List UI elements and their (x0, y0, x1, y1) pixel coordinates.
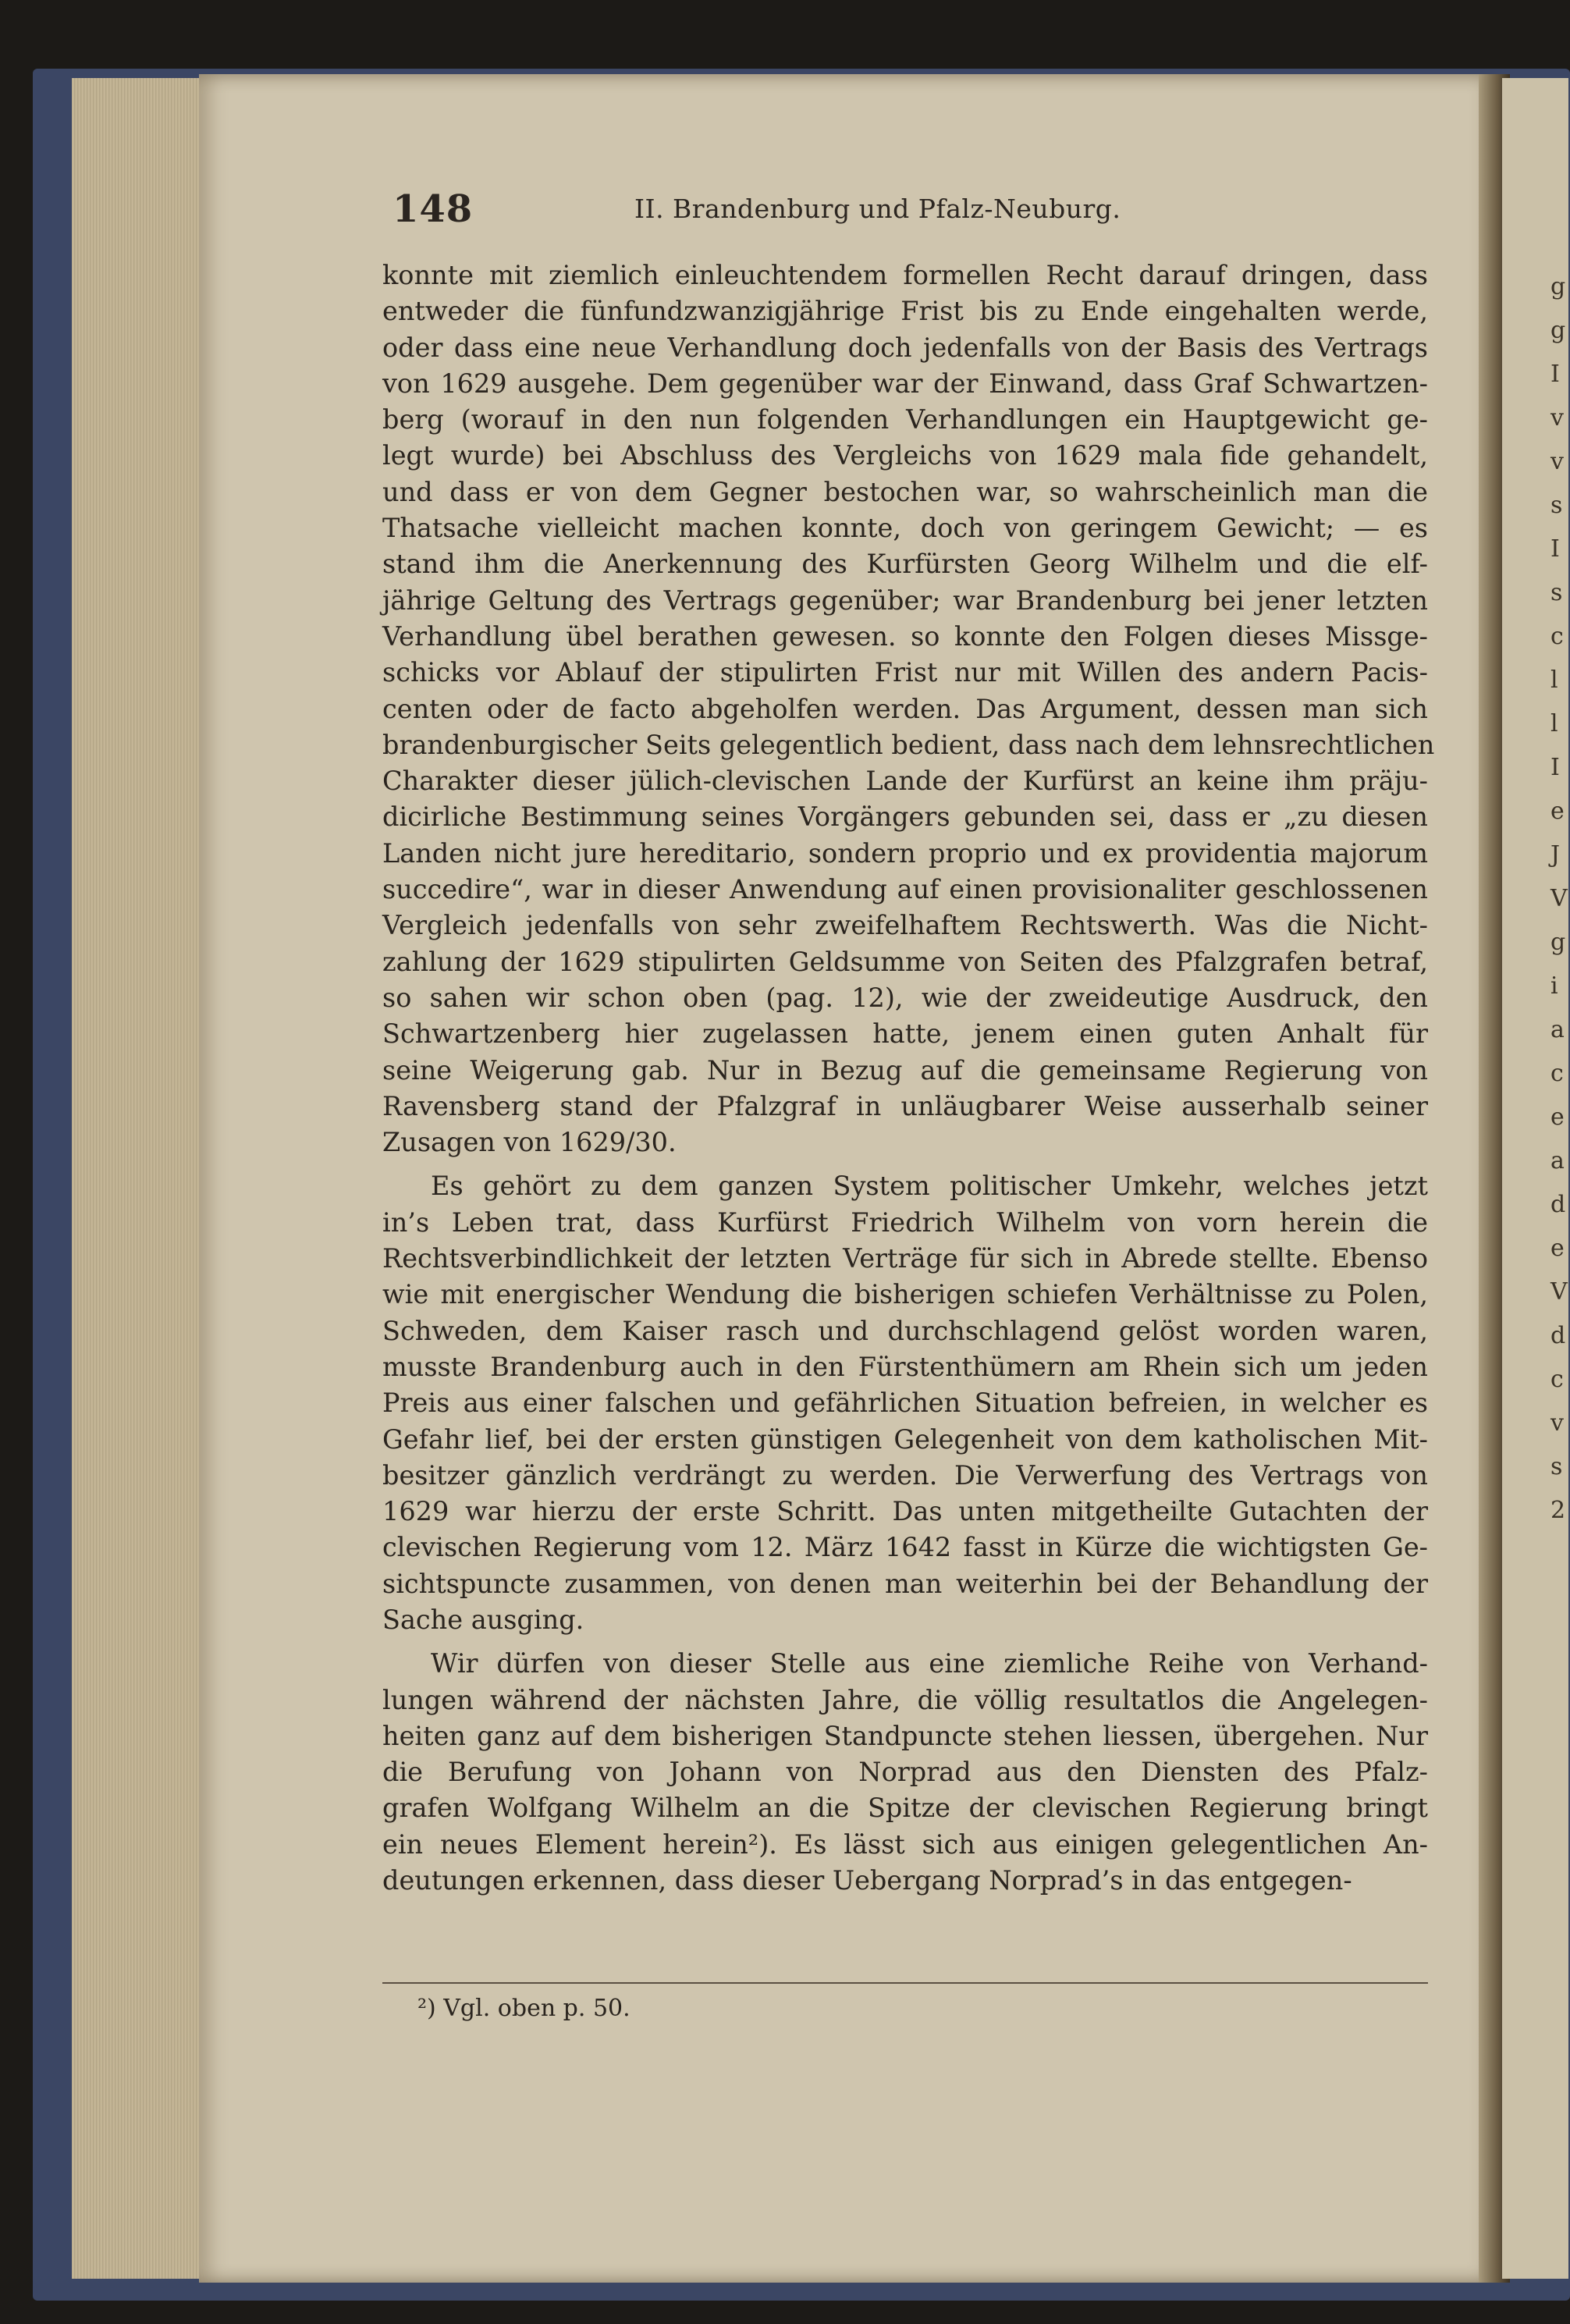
facing-page-fragment: a (1550, 1016, 1565, 1043)
text-line: jährige Geltung des Vertrags gegenüber; war Brandenburg bei jener letzten (382, 585, 1428, 616)
paragraph (382, 1646, 1428, 1899)
text-line: Landen nicht jure hereditario, sondern proprio und ex providentia majorum (382, 837, 1428, 869)
facing-page-fragment: v (1550, 404, 1564, 432)
text-line: ein neues Element herein²). Es lässt sich aus einigen gelegentlichen An- (382, 1828, 1428, 1860)
text-line: musste Brandenburg auch in den Fürstenthümern am Rhein sich um jeden (382, 1351, 1428, 1382)
facing-page-fragment: J (1550, 841, 1561, 869)
facing-page-fragment: v (1550, 1409, 1564, 1437)
text-line: zahlung der 1629 stipulirten Geldsumme von Seiten des Pfalzgrafen betraf, (382, 946, 1428, 977)
text-line: Zusagen von 1629/30. (382, 1127, 677, 1158)
paragraph-gap (382, 1160, 1428, 1168)
text-line: Schweden, dem Kaiser rasch und durchschlagend gelöst worden waren, (382, 1315, 1428, 1346)
text-line: heiten ganz auf dem bisherigen Standpuncte stehen liessen, übergehen. Nur (382, 1720, 1428, 1751)
body-text (382, 258, 1435, 1899)
text-line: grafen Wolfgang Wilhelm an die Spitze der clevischen Regierung bringt (382, 1793, 1428, 1824)
text-line: die Berufung von Johann von Norprad aus den Diensten des Pfalz- (382, 1757, 1428, 1788)
facing-page-fragment: c (1550, 1366, 1564, 1393)
text-line: in’s Leben trat, dass Kurfürst Friedrich Wilhelm von vorn herein die (382, 1206, 1428, 1238)
text-line: schicks vor Ablauf der stipulirten Frist nur mit Willen des andern Pacis- (382, 657, 1428, 688)
facing-page-fragment: l (1550, 666, 1558, 694)
facing-page-fragment: v (1550, 448, 1564, 475)
facing-page-fragment: I (1550, 754, 1560, 781)
facing-page-fragment: s (1550, 1453, 1563, 1480)
text-line: sichtspuncte zusammen, von denen man weiterhin bei der Behandlung der (382, 1568, 1428, 1599)
text-line: Wir dürfen von dieser Stelle aus eine ziemliche Reihe von Verhand- (431, 1648, 1428, 1679)
text-line: Schwartzenberg hier zugelassen hatte, jenem einen guten Anhalt für (382, 1018, 1428, 1050)
text-line: seine Weigerung gab. Nur in Bezug auf die gemeinsame Regierung von (382, 1054, 1428, 1086)
footnote-rule (382, 1982, 1428, 1984)
facing-page (1502, 78, 1568, 2279)
text-line: wie mit energischer Wendung die bisherigen schiefen Verhältnisse zu Polen, (382, 1279, 1428, 1310)
text-line: Thatsache vielleicht machen konnte, doch von geringem Gewicht; — es (382, 513, 1428, 544)
text-line: Ravensberg stand der Pfalzgraf in unläugbarer Weise ausserhalb seiner (382, 1090, 1428, 1121)
text-line: succedire“, war in dieser Anwendung auf einen provisionaliter geschlossenen (382, 874, 1428, 905)
text-line: entweder die fünfundzwanzigjährige Frist bis zu Ende eingehalten werde, (382, 296, 1428, 327)
text-line: konnte mit ziemlich einleuchtendem formellen Recht darauf dringen, dass (382, 260, 1428, 290)
text-line: stand ihm die Anerkennung des Kurfürsten Georg Wilhelm und die elf- (382, 549, 1428, 580)
page-header (392, 187, 1423, 234)
text-line: deutungen erkennen, dass dieser Uebergang Norprad’s in das entgegen- (382, 1865, 1352, 1896)
paragraph (382, 258, 1435, 1160)
facing-page-fragment: c (1550, 623, 1564, 650)
facing-page-fragment: a (1550, 1147, 1565, 1174)
facing-page-fragment: g (1550, 273, 1566, 300)
text-line: 1629 war hierzu der erste Schritt. Das unten mitgetheilte Gutachten der (382, 1496, 1428, 1527)
running-head: II. Brandenburg und Pfalz-Neuburg. (634, 194, 1121, 224)
text-line: Sache ausging. (382, 1604, 584, 1635)
footnote: ²) Vgl. oben p. 50. (417, 1995, 630, 2022)
text-line: Vergleich jedenfalls von sehr zweifelhaftem Rechtswerth. Was die Nicht- (382, 910, 1428, 941)
text-line: von 1629 ausgehe. Dem gegenüber war der Einwand, dass Graf Schwartzen- (382, 368, 1428, 399)
text-line: Rechtsverbindlichkeit der letzten Verträge für sich in Abrede stellte. Ebenso (382, 1243, 1428, 1274)
text-line: Verhandlung übel berathen gewesen. so konnte den Folgen dieses Missge- (382, 620, 1428, 652)
text-line: besitzer gänzlich verdrängt zu werden. Die Verwerfung des Vertrags von (382, 1459, 1428, 1491)
facing-page-fragment: V (1550, 885, 1568, 912)
facing-page-fragment: l (1550, 710, 1558, 737)
facing-page-fragment: e (1550, 798, 1565, 825)
facing-page-fragment: i (1550, 972, 1558, 1000)
facing-page-fragment: I (1550, 535, 1560, 563)
text-line: so sahen wir schon oben (pag. 12), wie der zweideutige Ausdruck, den (382, 982, 1428, 1013)
text-line: dicirliche Bestimmung seines Vorgängers gebunden sei, dass er „zu diesen (382, 801, 1428, 833)
paragraph-gap (382, 1638, 1428, 1646)
text-line: legt wurde) bei Abschluss des Vergleichs von 1629 mala fide gehandelt, (382, 440, 1428, 471)
facing-page-fragment: e (1550, 1103, 1565, 1131)
text-line: Gefahr lief, bei der ersten günstigen Gelegenheit von dem katholischen Mit- (382, 1423, 1428, 1455)
facing-page-fragment: I (1550, 361, 1560, 388)
facing-page-fragment: s (1550, 579, 1563, 606)
facing-page-fragment: s (1550, 492, 1563, 519)
paragraph (382, 1168, 1428, 1638)
facing-page-fragment: d (1550, 1191, 1566, 1218)
text-line: centen oder de facto abgeholfen werden. Das Argument, dessen man sich (382, 693, 1428, 724)
facing-page-fragment: d (1550, 1322, 1566, 1349)
facing-page-fragment: g (1550, 317, 1566, 344)
text-line: oder dass eine neue Verhandlung doch jedenfalls von der Basis des Vertrags (382, 332, 1428, 363)
text-line: Charakter dieser jülich-clevischen Lande der Kurfürst an keine ihm präju- (382, 766, 1428, 797)
text-line: Preis aus einer falschen und gefährlichen Situation befreien, in welcher es (382, 1388, 1428, 1419)
text-line: und dass er von dem Gegner bestochen war, so wahrscheinlich man die (382, 476, 1428, 507)
page-number: 148 (392, 187, 474, 231)
facing-page-fragment: V (1550, 1278, 1568, 1306)
text-line: lungen während der nächsten Jahre, die völlig resultatlos die Angelegen- (382, 1684, 1428, 1715)
facing-page-fragment: g (1550, 929, 1566, 956)
facing-page-fragment: c (1550, 1060, 1564, 1087)
text-line: Es gehört zu dem ganzen System politischer Umkehr, welches jetzt (431, 1171, 1428, 1202)
facing-page-fragment: e (1550, 1235, 1565, 1262)
page-edges (72, 78, 204, 2279)
facing-page-fragment: 2 (1550, 1497, 1566, 1524)
text-line: clevischen Regierung vom 12. März 1642 fasst in Kürze die wichtigsten Ge- (382, 1532, 1428, 1563)
text-line: brandenburgischer Seits gelegentlich bedient, dass nach dem lehnsrechtlichen (382, 729, 1435, 760)
text-line: berg (worauf in den nun folgenden Verhandlungen ein Hauptgewicht ge- (382, 404, 1428, 435)
